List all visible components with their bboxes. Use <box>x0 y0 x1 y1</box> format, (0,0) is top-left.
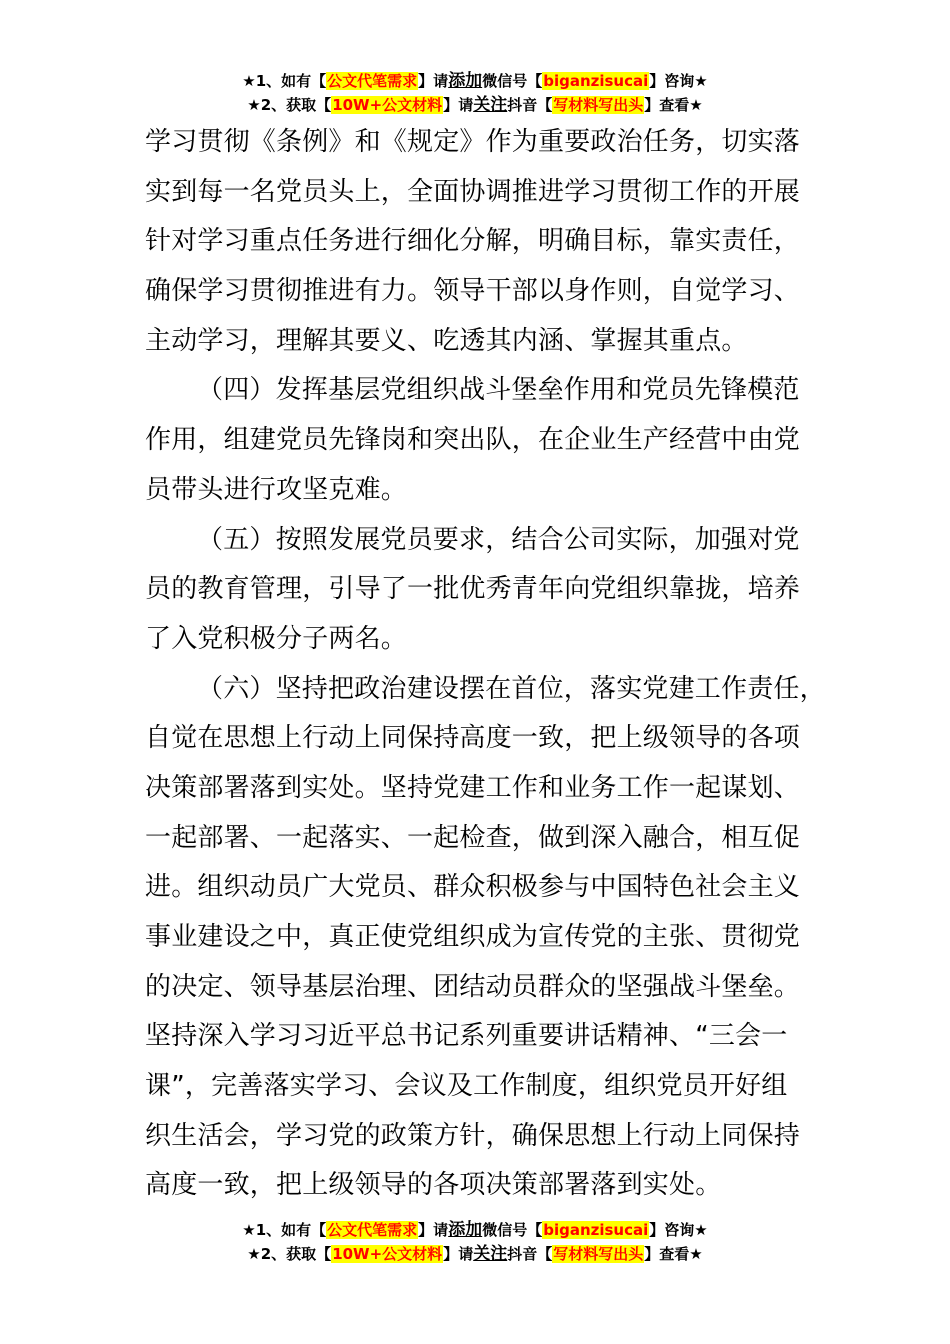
promo-highlight: 公文代笔需求 <box>327 72 418 90</box>
promo-text: 】请 <box>418 1221 449 1239</box>
body-line: 坚持深入学习习近平总书记系列重要讲话精神、“三会一 <box>145 1021 788 1052</box>
promo-highlight: 10W+公文材料 <box>332 96 443 114</box>
body-line: 针对学习重点任务进行细化分解，明确目标，靠实责任， <box>145 226 801 257</box>
body-line: 员的教育管理，引导了一批优秀青年向党组织靠拢，培养 <box>145 574 801 605</box>
body-line: 员带头进行攻坚克难。 <box>145 474 408 505</box>
body-line: 主动学习，理解其要义、吃透其内涵、掌握其重点。 <box>145 325 748 356</box>
promo-underlined: 关注 <box>473 95 508 115</box>
promo-text: 】请 <box>443 1245 474 1263</box>
body-line: 学习贯彻《条例》和《规定》作为重要政治任务，切实落 <box>145 127 801 157</box>
promo-underlined: 关注 <box>473 1244 508 1264</box>
body-line: 进。组织动员广大党员、群众积极参与中国特色社会主义 <box>145 872 801 903</box>
footer-promo-line-1 <box>0 1220 950 1240</box>
body-line: 实到每一名党员头上，全面协调推进学习贯彻工作的开展 <box>145 176 801 207</box>
header-promo-line-2 <box>0 95 950 115</box>
promo-text: 】请 <box>443 96 474 114</box>
promo-text: 微信号【 <box>482 72 543 90</box>
promo-text: ★2、获取【 <box>247 96 332 114</box>
section-heading-line: （四）发挥基层党组织战斗堡垒作用和党员先锋模范 <box>197 375 800 406</box>
promo-text: 抖音【 <box>507 96 553 114</box>
body-line: 自觉在思想上行动上同保持高度一致，把上级领导的各项 <box>145 723 801 754</box>
body-line: 一起部署、一起落实、一起检查，做到深入融合，相互促 <box>145 822 801 853</box>
header-promo-line-1 <box>0 71 950 91</box>
promo-text: ★2、获取【 <box>247 1245 332 1263</box>
promo-text: 微信号【 <box>482 1221 543 1239</box>
promo-underlined: 添加 <box>448 1220 483 1240</box>
promo-highlight: 公文代笔需求 <box>327 1221 418 1239</box>
promo-highlight: biganzisucai <box>543 1221 649 1239</box>
promo-text: 】请 <box>418 72 449 90</box>
body-line: 了入党积极分子两名。 <box>145 623 408 654</box>
promo-underlined: 添加 <box>448 71 483 91</box>
footer-promo-line-2 <box>0 1244 950 1264</box>
section-heading-line: （六）坚持把政治建设摆在首位，落实党建工作责任， <box>197 673 826 704</box>
body-line: 的决定、领导基层治理、团结动员群众的坚强战斗堡垒。 <box>145 971 801 1002</box>
body-line: 作用，组建党员先锋岗和突出队，在企业生产经营中由党 <box>145 425 801 456</box>
promo-highlight: 10W+公文材料 <box>332 1245 443 1263</box>
body-line: 决策部署落到实处。坚持党建工作和业务工作一起谋划、 <box>145 772 801 803</box>
promo-highlight: biganzisucai <box>543 72 649 90</box>
promo-highlight: 写材料写出头 <box>553 1245 644 1263</box>
document-body <box>145 118 825 1211</box>
promo-text: ★1、如有【 <box>242 72 327 90</box>
promo-text: ★1、如有【 <box>242 1221 327 1239</box>
promo-text: 】咨询★ <box>649 72 708 90</box>
promo-text: 】咨询★ <box>649 1221 708 1239</box>
body-line: 确保学习贯彻推进有力。领导干部以身作则，自觉学习、 <box>145 276 801 307</box>
section-heading-line: （五）按照发展党员要求，结合公司实际，加强对党 <box>197 524 800 555</box>
promo-highlight: 写材料写出头 <box>553 96 644 114</box>
body-line: 高度一致，把上级领导的各项决策部署落到实处。 <box>145 1170 722 1201</box>
body-line: 织生活会，学习党的政策方针，确保思想上行动上同保持 <box>145 1120 801 1151</box>
body-line: 课”，完善落实学习、会议及工作制度，组织党员开好组 <box>145 1071 788 1102</box>
promo-text: 】查看★ <box>644 1245 703 1263</box>
body-line: 事业建设之中，真正使党组织成为宣传党的主张、贯彻党 <box>145 922 801 952</box>
promo-text: 抖音【 <box>507 1245 553 1263</box>
promo-text: 】查看★ <box>644 96 703 114</box>
